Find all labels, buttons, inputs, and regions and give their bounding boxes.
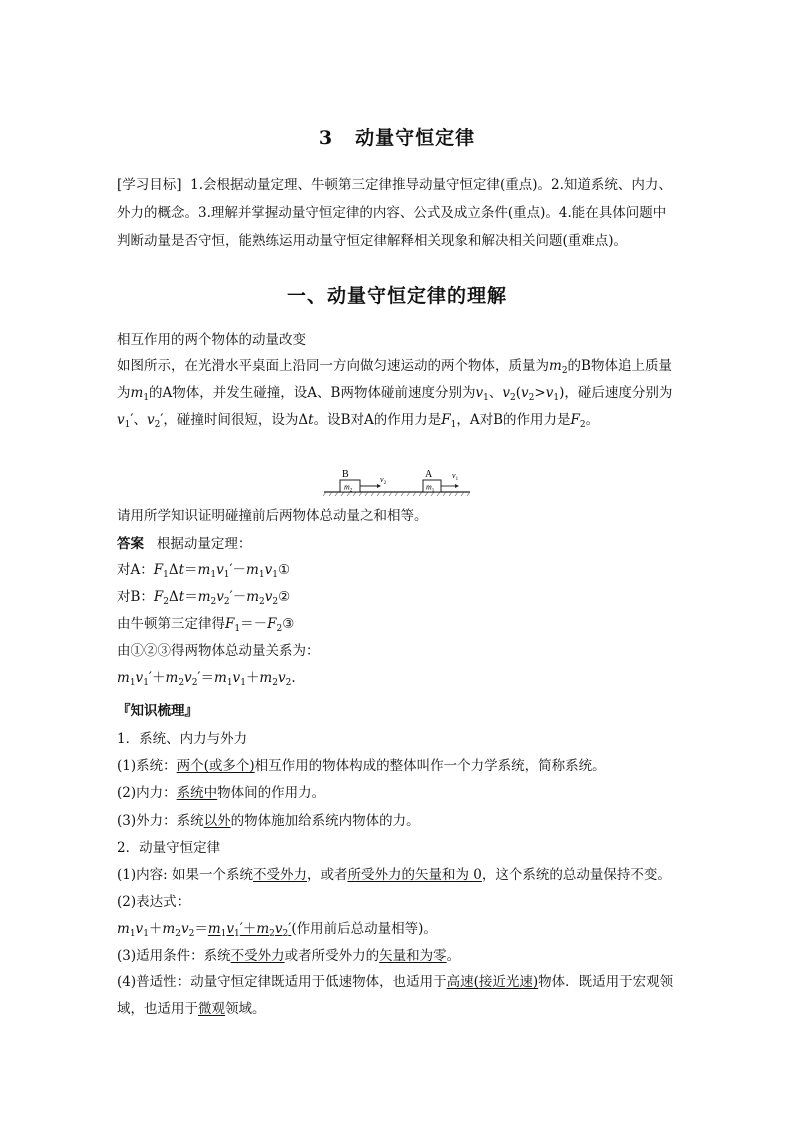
chapter-number: 3 — [318, 127, 334, 149]
external-force-definition: (3)外力：系统以外的物体施加给系统内物体的力。 — [117, 813, 420, 829]
section-heading: 一、动量守恒定律的理解 — [286, 285, 507, 307]
answer-combine: 由①②③得两物体总动量关系为： — [117, 643, 320, 659]
velocity-label-a: $v_1$ — [452, 471, 459, 482]
mass-label-a: $m_1$ — [426, 482, 435, 494]
page-title — [0, 123, 794, 150]
knowledge-point-1: 1．系统、内力与外力 — [117, 731, 248, 747]
label-b: B — [342, 469, 349, 480]
objectives-text: 1.会根据动量定理、牛顿第三定律推导动量守恒定律(重点)。2.知道系统、内力、外力的概念。3.理解并掌握动量守恒定律的内容、公式及成立条件(重点)。4.能在具体问题中判断动量是否守恒，能熟练运用动量守恒定律解释相关现象和解决相关问题(重难点)。 — [117, 177, 672, 249]
answer-intro: 答案 根据动量定理： — [117, 536, 252, 552]
equation-a: 对A：$F_1\Delta t=m_1v_1'-m_1v_1①$ — [117, 562, 291, 580]
applicable-conditions: (3)适用条件：系统不受外力或者所受外力的矢量和为零。 — [117, 948, 461, 964]
problem-topic: 相互作用的两个物体的动量改变 — [117, 332, 306, 348]
mass-label-b: $m_2$ — [344, 482, 353, 494]
system-definition: (1)系统：两个(或多个)相互作用的物体构成的整体叫作一个力学系统，简称系统。 — [117, 758, 606, 774]
problem-text: 如图所示，在光滑水平桌面上沿同一方向做匀速运动的两个物体，质量为$m_2$的B物体追上质量为$m_1$的A物体，并发生碰撞，设A、B两物体碰前速度分别为$v_1$、$v_2(v_2>v_1)$，碰后速度分别为$v_1'$、$v_2'$，碰撞时间很短，设为Δt。设B对A的作用力是$F_1$，A对B的作用力是$F_2$。 — [117, 358, 673, 430]
velocity-label-b: $v_2$ — [380, 475, 387, 486]
objectives-label: [学习目标] — [117, 177, 182, 193]
knowledge-point-2: 2．动量守恒定律 — [117, 840, 221, 856]
internal-force-definition: (2)内力：系统中物体间的作用力。 — [117, 785, 326, 801]
law-content: (1)内容: 如果一个系统不受外力，或者所受外力的矢量和为 0，这个系统的总动量保持不变。 — [117, 867, 671, 883]
expression-label: (2)表达式： — [117, 894, 191, 910]
learning-objectives — [117, 171, 679, 255]
knowledge-heading: 『知识梳理』 — [117, 703, 198, 719]
collision-diagram — [322, 466, 472, 500]
equation-b: 对B：$F_2\Delta t=m_2v_2'-m_2v_2②$ — [117, 589, 291, 607]
surface-hatching — [323, 492, 470, 496]
label-a: A — [425, 469, 433, 480]
equation-total: $m_1v_1'+m_2v_2'=m_1v_1+m_2v_2$. — [117, 670, 296, 688]
expression-formula: $m_1v_1+m_2v_2=m_1v_1'+m_2v_2'$(作用前后总动量相等)。 — [117, 921, 437, 939]
universality: (4)普适性：动量守恒定律既适用于低速物体，也适用于高速(接近光速)物体．既适用于宏观领域，也适用于微观领域。 — [117, 974, 674, 1017]
equation-newton: 由牛顿第三定律得$F_1=-F_2③$ — [117, 616, 295, 634]
answer-label: 答案 — [117, 536, 144, 552]
chapter-title: 动量守恒定律 — [355, 127, 476, 149]
problem-question: 请用所学知识证明碰撞前后两物体总动量之和相等。 — [117, 508, 428, 524]
